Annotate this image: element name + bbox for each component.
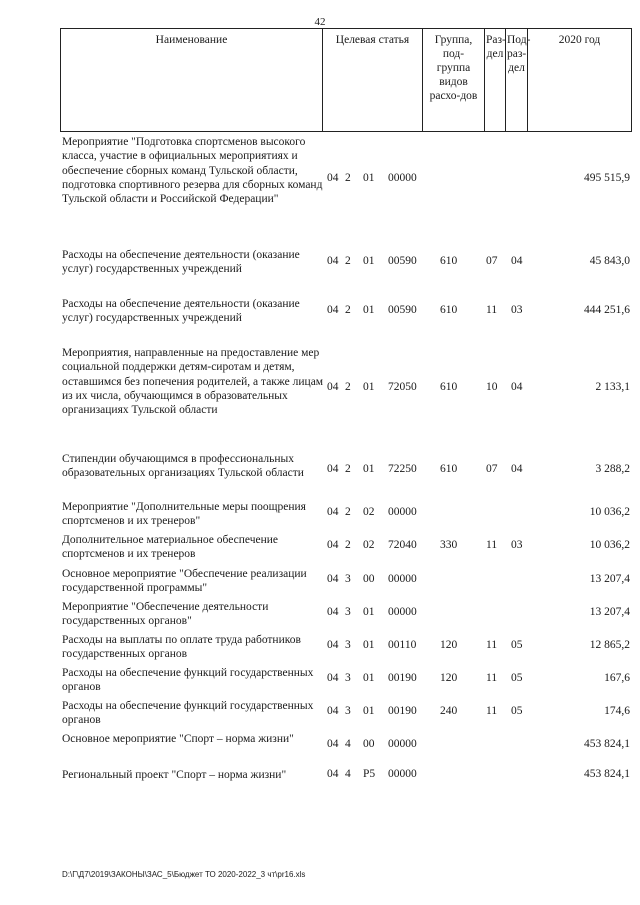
row-code-measure: 01	[363, 381, 375, 393]
row-code-subprogram: 2	[345, 172, 351, 184]
row-code-measure: P5	[363, 768, 376, 780]
row-name: Расходы на обеспечение деятельности (оказание услуг) государственных учреждений	[62, 298, 300, 325]
row-subsection: 04	[511, 463, 523, 475]
row-name: Расходы на обеспечение деятельности (оказание услуг) государственных учреждений	[62, 249, 300, 276]
row-code-program: 04	[327, 705, 339, 717]
row-code-program: 04	[327, 539, 339, 551]
row-subsection: 03	[511, 539, 523, 551]
header-name: Наименование	[60, 29, 322, 131]
row-code-direction: 00000	[388, 768, 417, 780]
row-code-direction: 00190	[388, 672, 417, 684]
row-name: Мероприятие "Подготовка спортсменов высокого класса, участие в официальных мероприятиях и обеспечение сборных команд Тульской области, подготовка спортивного резерва для сборных команд Тульской области и Российской Федерации"	[62, 136, 323, 206]
row-name: Мероприятие "Обеспечение деятельности государственных органов"	[62, 601, 269, 628]
row-code-subprogram: 3	[345, 705, 351, 717]
row-code-program: 04	[327, 672, 339, 684]
row-code-program: 04	[327, 768, 339, 780]
row-code-measure: 02	[363, 539, 375, 551]
table-header	[60, 28, 632, 132]
row-section: 10	[486, 381, 498, 393]
row-code-subprogram: 3	[345, 639, 351, 651]
row-code-direction: 00000	[388, 738, 417, 750]
row-code-program: 04	[327, 381, 339, 393]
row-code-measure: 01	[363, 172, 375, 184]
row-code-measure: 01	[363, 606, 375, 618]
header-year: 2020 год	[527, 29, 632, 131]
row-code-program: 04	[327, 573, 339, 585]
row-value: 174,6	[604, 705, 630, 717]
row-code-direction: 72050	[388, 381, 417, 393]
row-group: 610	[440, 304, 458, 316]
row-value: 495 515,9	[584, 172, 630, 184]
row-code-subprogram: 4	[345, 738, 351, 750]
row-value: 167,6	[604, 672, 630, 684]
row-name: Расходы на выплаты по оплате труда работников государственных органов	[62, 634, 301, 661]
row-code-direction: 00190	[388, 705, 417, 717]
row-section: 11	[486, 539, 498, 551]
row-code-subprogram: 3	[345, 606, 351, 618]
row-code-direction: 00000	[388, 172, 417, 184]
row-name: Мероприятия, направленные на предоставление мер социальной поддержки детям-сиротам и детям, оставшимся без попечения родителей, а также лицам из их числа, обучающимся в образовательных организациях Тульской области	[62, 347, 324, 417]
row-code-direction: 00590	[388, 255, 417, 267]
row-section: 07	[486, 463, 498, 475]
row-section: 11	[486, 639, 498, 651]
row-name: Расходы на обеспечение функций государственных органов	[62, 700, 314, 727]
row-code-measure: 02	[363, 506, 375, 518]
row-name: Стипендии обучающимся в профессиональных образовательных организациях Тульской области	[62, 453, 304, 480]
row-name: Расходы на обеспечение функций государственных органов	[62, 667, 314, 694]
row-code-program: 04	[327, 172, 339, 184]
row-name: Основное мероприятие "Спорт – норма жизни"	[62, 733, 294, 745]
row-value: 10 036,2	[589, 506, 630, 518]
row-code-program: 04	[327, 606, 339, 618]
header-section: Раз-дел	[484, 29, 505, 131]
row-code-program: 04	[327, 639, 339, 651]
row-group: 240	[440, 705, 458, 717]
row-code-direction: 00000	[388, 573, 417, 585]
row-name: Дополнительное материальное обеспечение спортсменов и их тренеров	[62, 534, 279, 561]
row-code-measure: 00	[363, 738, 375, 750]
row-code-subprogram: 3	[345, 672, 351, 684]
row-code-subprogram: 2	[345, 463, 351, 475]
row-code-direction: 00110	[388, 639, 417, 651]
row-name: Основное мероприятие "Обеспечение реализации государственной программы"	[62, 568, 307, 595]
row-group: 120	[440, 639, 458, 651]
row-group: 610	[440, 381, 458, 393]
row-code-measure: 01	[363, 463, 375, 475]
row-code-program: 04	[327, 304, 339, 316]
row-code-subprogram: 4	[345, 768, 351, 780]
row-name: Мероприятие "Дополнительные меры поощрения спортсменов и их тренеров"	[62, 501, 306, 528]
row-code-program: 04	[327, 506, 339, 518]
row-code-direction: 00590	[388, 304, 417, 316]
row-code-direction: 00000	[388, 506, 417, 518]
row-code-direction: 72040	[388, 539, 417, 551]
row-code-measure: 01	[363, 255, 375, 267]
row-section: 11	[486, 304, 498, 316]
row-code-measure: 00	[363, 573, 375, 585]
row-subsection: 05	[511, 639, 523, 651]
row-subsection: 04	[511, 255, 523, 267]
row-value: 45 843,0	[589, 255, 630, 267]
row-group: 610	[440, 463, 458, 475]
row-code-program: 04	[327, 463, 339, 475]
row-code-direction: 72250	[388, 463, 417, 475]
row-code-program: 04	[327, 738, 339, 750]
row-code-program: 04	[327, 255, 339, 267]
row-value: 10 036,2	[589, 539, 630, 551]
row-code-measure: 01	[363, 304, 375, 316]
row-section: 11	[486, 672, 498, 684]
row-value: 453 824,1	[584, 768, 630, 780]
row-value: 2 133,1	[595, 381, 630, 393]
row-subsection: 03	[511, 304, 523, 316]
row-value: 444 251,6	[584, 304, 630, 316]
row-section: 11	[486, 705, 498, 717]
row-code-subprogram: 2	[345, 255, 351, 267]
row-code-measure: 01	[363, 705, 375, 717]
row-value: 453 824,1	[584, 738, 630, 750]
row-name: Региональный проект "Спорт – норма жизни"	[62, 769, 287, 781]
header-group: Группа, под-группа видов расхо-дов	[422, 29, 484, 131]
row-code-subprogram: 2	[345, 304, 351, 316]
page-number: 42	[314, 16, 326, 28]
row-code-measure: 01	[363, 639, 375, 651]
row-group: 120	[440, 672, 458, 684]
row-value: 3 288,2	[595, 463, 630, 475]
row-subsection: 04	[511, 381, 523, 393]
row-section: 07	[486, 255, 498, 267]
row-group: 330	[440, 539, 458, 551]
row-code-subprogram: 2	[345, 506, 351, 518]
row-subsection: 05	[511, 705, 523, 717]
row-subsection: 05	[511, 672, 523, 684]
row-value: 12 865,2	[589, 639, 630, 651]
row-code-direction: 00000	[388, 606, 417, 618]
row-value: 13 207,4	[589, 573, 630, 585]
row-group: 610	[440, 255, 458, 267]
header-target: Целевая статья	[322, 29, 422, 131]
row-code-measure: 01	[363, 672, 375, 684]
row-code-subprogram: 2	[345, 539, 351, 551]
header-subsection: Под-раз-дел	[505, 29, 527, 131]
file-path-footer: D:\Г\Д7\2019\ЗАКОНЫ\ЗАС_5\Бюджет ТО 2020-2022_3 чт\pr16.xls	[62, 870, 306, 879]
row-value: 13 207,4	[589, 606, 630, 618]
row-code-subprogram: 3	[345, 573, 351, 585]
row-code-subprogram: 2	[345, 381, 351, 393]
